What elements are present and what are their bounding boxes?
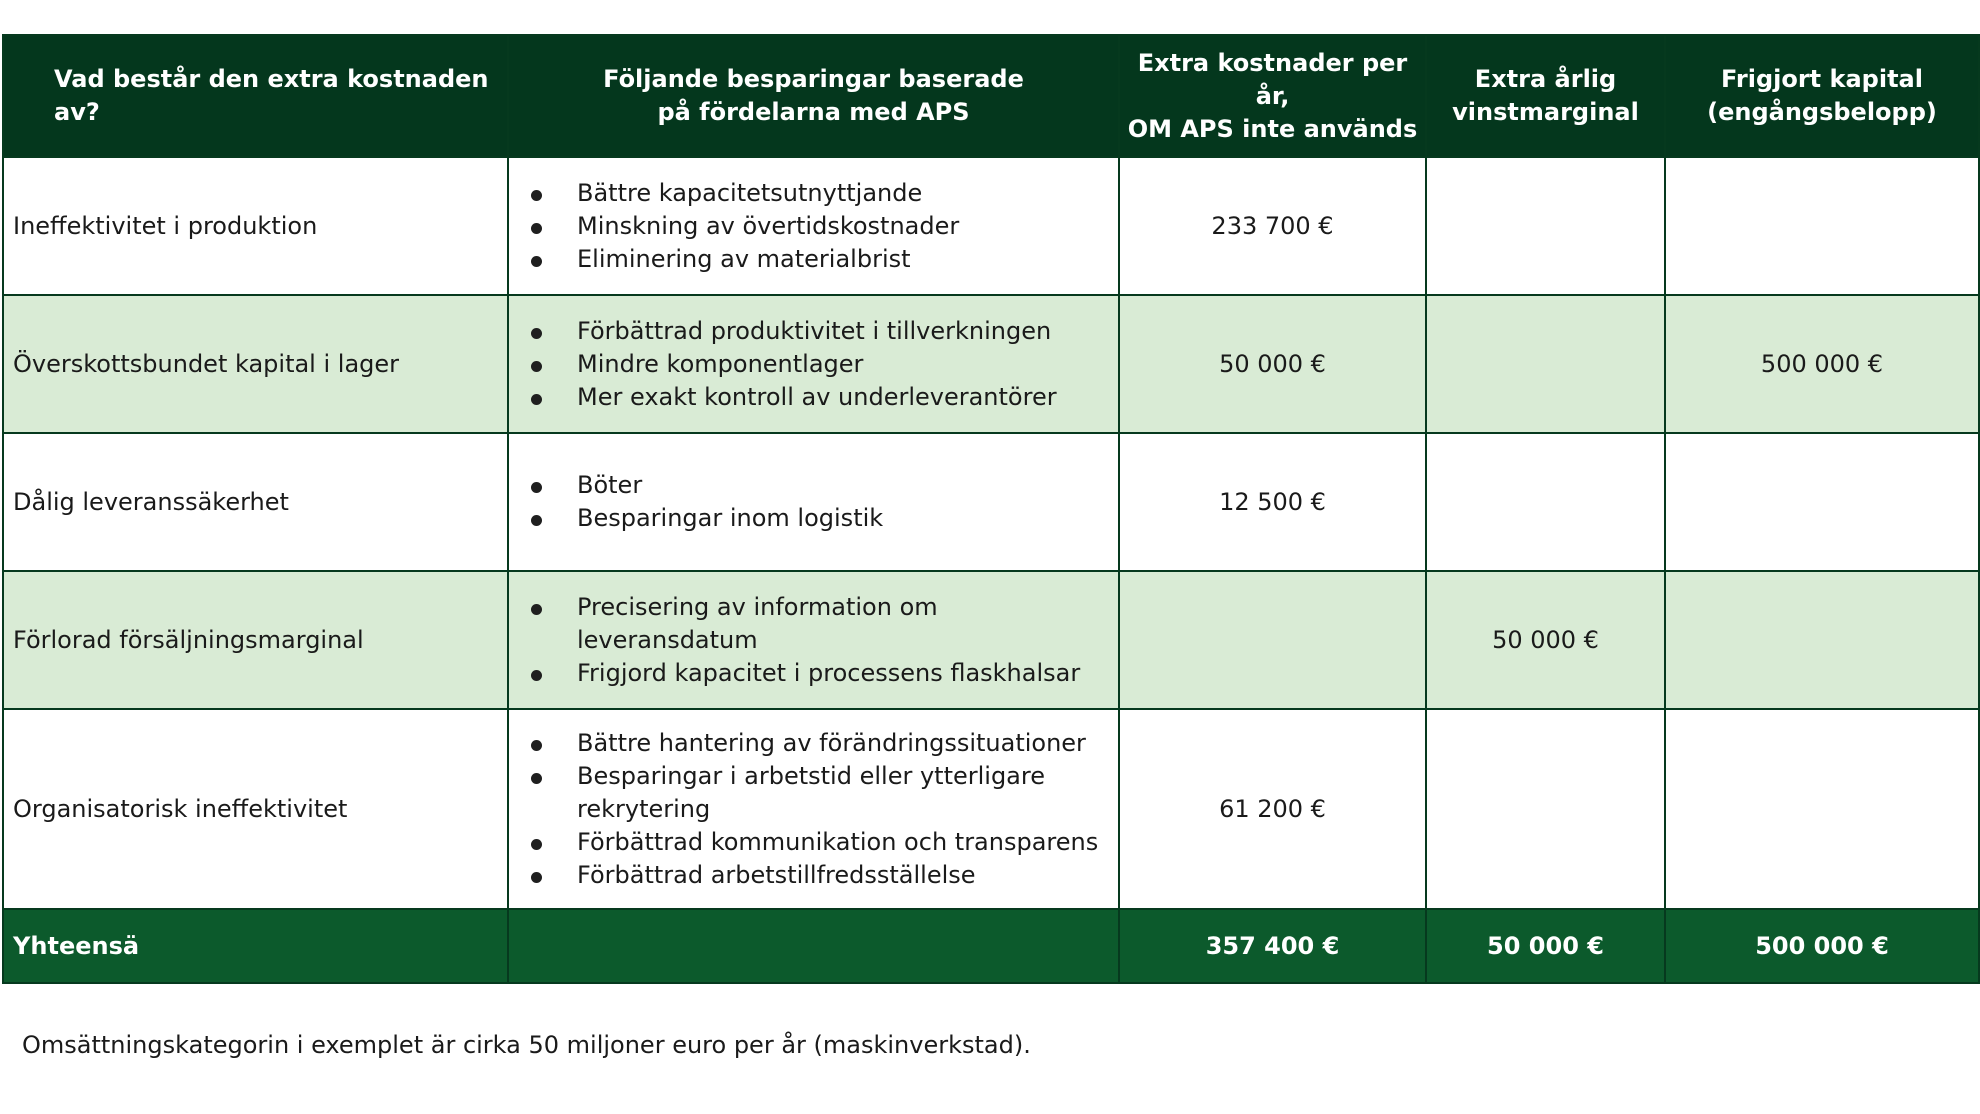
capital-cell	[1665, 157, 1979, 295]
header-annual-margin: Extra årlig vinstmarginal	[1426, 35, 1665, 157]
total-extra-cost: 357 400 €	[1119, 909, 1426, 983]
list-item: Bättre kapacitetsutnyttjande	[527, 177, 1118, 210]
savings-cell	[508, 157, 1119, 295]
list-item: Minskning av övertidskostnader	[527, 210, 1118, 243]
total-row	[3, 909, 1979, 983]
extra-cost-cell: 233 700 €	[1119, 157, 1426, 295]
margin-cell	[1426, 157, 1665, 295]
savings-cell	[508, 295, 1119, 433]
extra-cost-cell: 50 000 €	[1119, 295, 1426, 433]
list-item: Precisering av information om leveransdatum	[527, 591, 1118, 657]
savings-cell	[508, 571, 1119, 709]
capital-cell	[1665, 709, 1979, 909]
list-item: Förbättrad kommunikation och transparens	[527, 826, 1118, 859]
list-item: Besparingar inom logistik	[527, 502, 1118, 535]
list-item: Mindre komponentlager	[527, 348, 1118, 381]
category-cell: Ineffektivitet i produktion	[3, 157, 508, 295]
header-cost-category: Vad består den extra kostnaden av?	[3, 35, 508, 157]
list-item: Frigjord kapacitet i processens flaskhalsar	[527, 657, 1118, 690]
header-freed-capital: Frigjort kapital (engångsbelopp)	[1665, 35, 1979, 157]
margin-cell	[1426, 433, 1665, 571]
footnote: Omsättningskategorin i exemplet är cirka 50 miljoner euro per år (maskinverkstad).	[22, 1031, 1031, 1059]
category-cell: Dålig leveranssäkerhet	[3, 433, 508, 571]
table-row	[3, 709, 1979, 909]
extra-cost-cell	[1119, 571, 1426, 709]
table-row	[3, 295, 1979, 433]
category-cell: Överskottsbundet kapital i lager	[3, 295, 508, 433]
list-item: Mer exakt kontroll av underleverantörer	[527, 381, 1118, 414]
cost-savings-table	[2, 34, 1980, 984]
header-savings: Följande besparingar baserade på fördelarna med APS	[508, 35, 1119, 157]
savings-cell	[508, 709, 1119, 909]
savings-list	[509, 469, 1118, 535]
total-savings-cell	[508, 909, 1119, 983]
cost-table-container	[2, 34, 1978, 984]
table-row	[3, 157, 1979, 295]
list-item: Bättre hantering av förändringssituationer	[527, 727, 1118, 760]
extra-cost-cell: 61 200 €	[1119, 709, 1426, 909]
margin-cell	[1426, 295, 1665, 433]
savings-list	[509, 727, 1118, 892]
savings-cell	[508, 433, 1119, 571]
savings-list	[509, 177, 1118, 276]
capital-cell	[1665, 433, 1979, 571]
list-item: Eliminering av materialbrist	[527, 243, 1118, 276]
list-item: Förbättrad arbetstillfredsställelse	[527, 859, 1118, 892]
table-row	[3, 571, 1979, 709]
savings-list	[509, 315, 1118, 414]
category-cell: Förlorad försäljningsmarginal	[3, 571, 508, 709]
savings-list	[509, 591, 1118, 690]
margin-cell: 50 000 €	[1426, 571, 1665, 709]
extra-cost-cell: 12 500 €	[1119, 433, 1426, 571]
capital-cell	[1665, 571, 1979, 709]
list-item: Böter	[527, 469, 1118, 502]
list-item: Förbättrad produktivitet i tillverkningen	[527, 315, 1118, 348]
total-label: Yhteensä	[3, 909, 508, 983]
total-capital: 500 000 €	[1665, 909, 1979, 983]
list-item: Besparingar i arbetstid eller ytterligare rekrytering	[527, 760, 1118, 826]
category-cell: Organisatorisk ineffektivitet	[3, 709, 508, 909]
total-margin: 50 000 €	[1426, 909, 1665, 983]
margin-cell	[1426, 709, 1665, 909]
table-header-row	[3, 35, 1979, 157]
table-row	[3, 433, 1979, 571]
capital-cell: 500 000 €	[1665, 295, 1979, 433]
header-extra-cost: Extra kostnader per år, OM APS inte används	[1119, 35, 1426, 157]
